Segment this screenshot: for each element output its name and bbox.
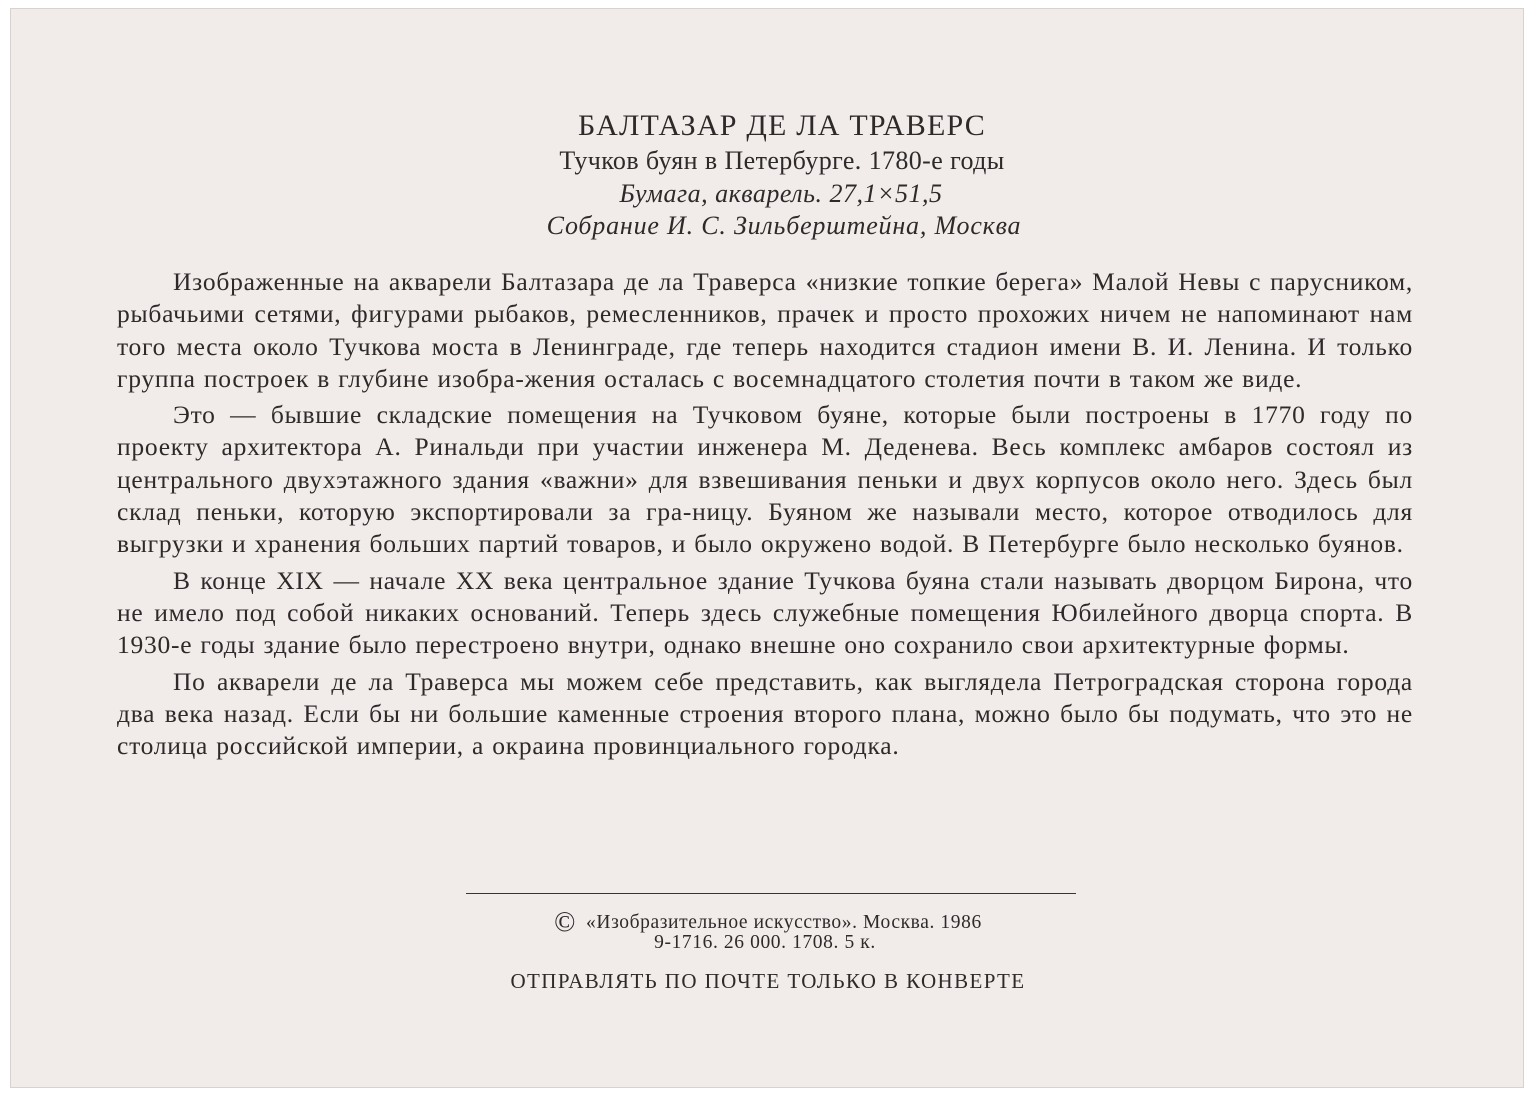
paragraph-3: В конце XIX — начале XX века центральное здание Тучкова буяна стали называть дворцом Бирона, что не имело под собой никаких оснований. Теперь здесь служебные помещения Юбилейного дворца спорта. В 1930-е годы здание было перестроено внутри, однако внешне оно сохранило свои архитектурные формы.: [117, 565, 1413, 660]
artwork-title: Тучков буян в Петербурге. 1780-е годы: [559, 146, 1005, 175]
print-code: 9-1716. 26 000. 1708. 5 к.: [654, 932, 876, 953]
paragraph-1: Изображенные на акварели Балтазара де ла Траверса «низкие топкие берега» Малой Невы с парусником, рыбачьими сетями, фигурами рыбаков, ремесленников, прачек и просто прохожих ничем не напоминают нам того места около Тучкова моста в Ленинграде, где теперь находится стадион имени В. И. Ленина. И только группа построек в глубине изобра-жения осталась с восемнадцатого столетия почти в таком же виде.: [117, 267, 1413, 393]
paragraph-4: По акварели де ла Траверса мы можем себе представить, как выглядела Петроградская сторона города два века назад. Если бы ни большие каменные строения второго плана, можно было бы подумать, что это не столица российской империи, а окраина провинциального городка.: [117, 666, 1413, 761]
paragraph-2: Это — бывшие складские помещения на Тучковом буяне, которые были построены в 1770 году по проекту архитектора А. Ринальди при участии инженера М. Деденева. Весь комплекс амбаров состоял из центрального двухэтажного здания «важни» для взвешивания пеньки и двух корпусов около него. Здесь был склад пеньки, которую экспортировали за гра-ницу. Буяном же называли место, которое отводилось для выгрузки и хранения больших партий товаров, и было окружено водой. В Петербурге было несколько буянов.: [117, 400, 1413, 559]
artwork-medium: Бумага, акварель. 27,1×51,5: [619, 179, 943, 208]
description-text: [117, 266, 1413, 766]
artist-title: БАЛТАЗАР ДЕ ЛА ТРАВЕРС: [578, 109, 986, 142]
mailing-notice: ОТПРАВЛЯТЬ ПО ПОЧТЕ ТОЛЬКО В КОНВЕРТЕ: [510, 969, 1026, 993]
footer-divider: [466, 893, 1076, 894]
copyright-icon: ©: [554, 907, 577, 938]
publisher-text: «Изобразительное искусство». Москва. 1986: [586, 912, 982, 933]
postcard-back: [10, 8, 1524, 1088]
artwork-collection: Собрание И. С. Зильберштейна, Москва: [546, 211, 1022, 240]
